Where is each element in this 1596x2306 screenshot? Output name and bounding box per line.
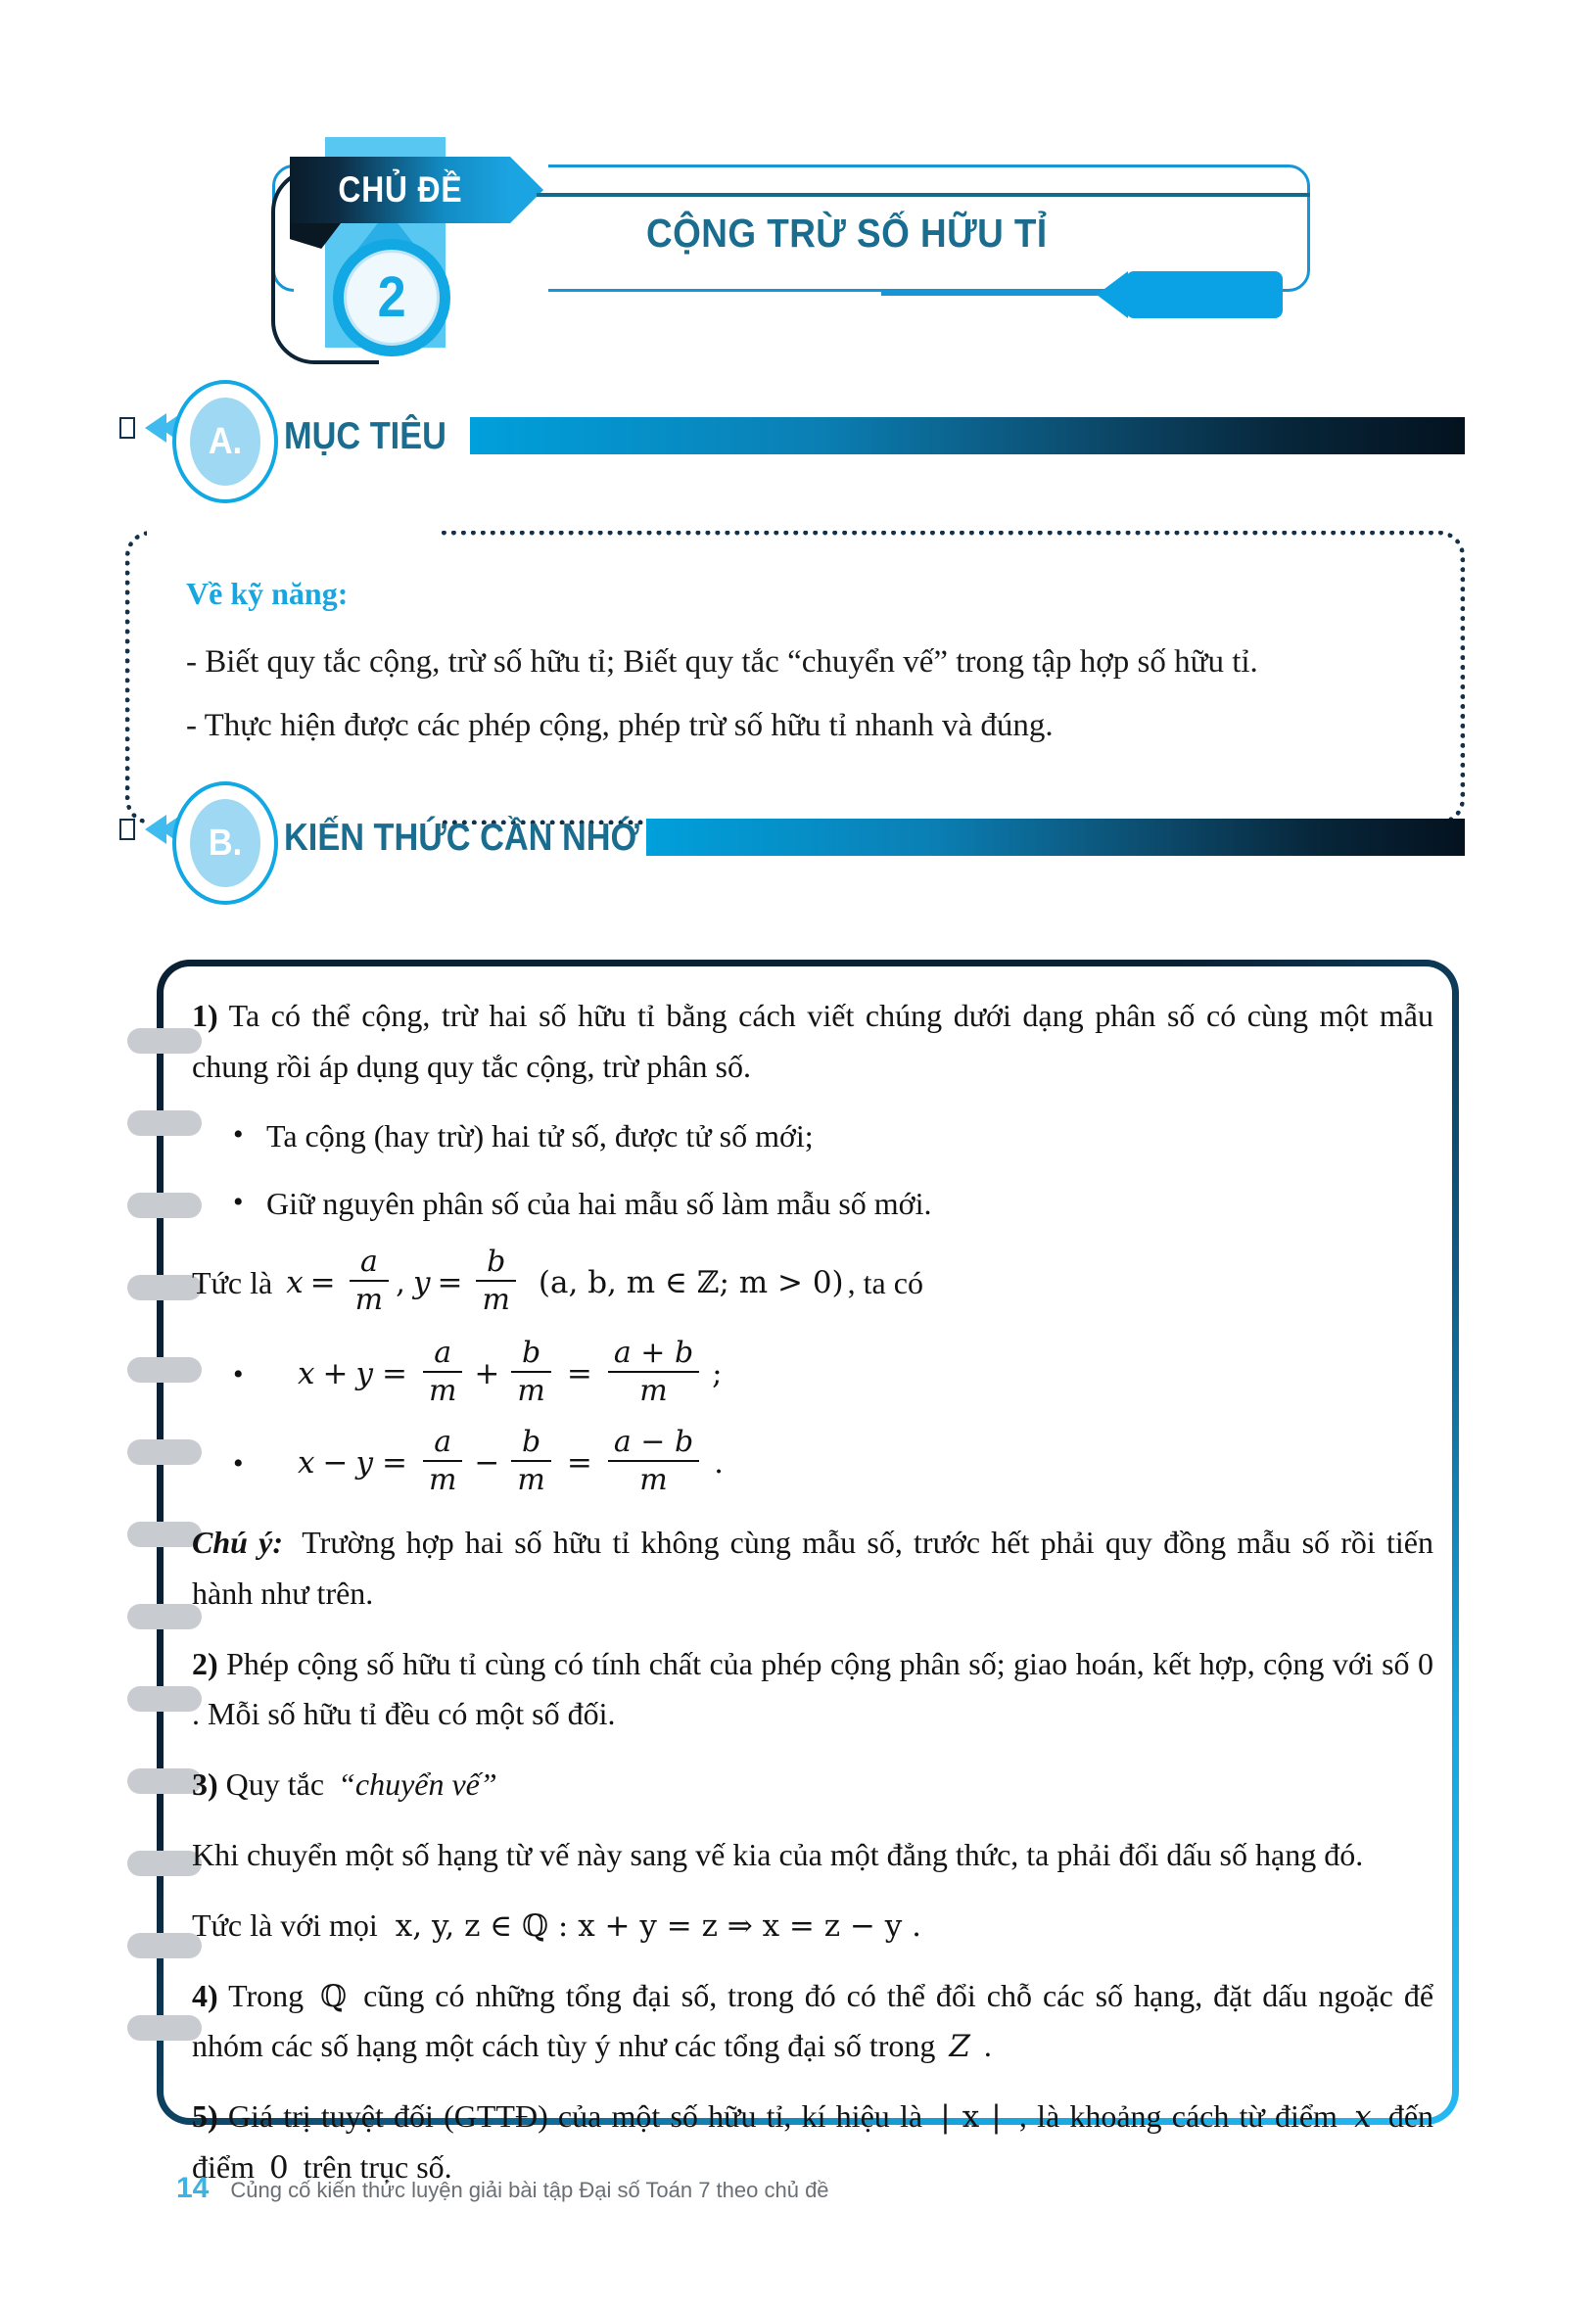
header-tab [1126, 271, 1283, 318]
formula-transpose: x, y, z ∈ ℚ : x + y = z ⇒ x = z − y . [395, 1907, 921, 1944]
header-tab-arrow-icon [1097, 271, 1128, 318]
binding-ring [127, 1439, 202, 1465]
fraction-a-over-m [423, 1424, 462, 1498]
section-b-title: KIẾN THỨC CẦN NHỚ [284, 817, 639, 859]
knowledge-bullet-1 [192, 1112, 1433, 1161]
section-b-letter: B. [208, 822, 243, 864]
item-5-text-d: trên trục số. [303, 2149, 452, 2186]
item-4-text-a: Trong [228, 1977, 305, 2013]
knowledge-bullet-2 [192, 1180, 1433, 1229]
item-5-text-c: đến điểm [192, 2098, 1434, 2186]
equals-sign-2: = [437, 1265, 463, 1301]
item-1-label: 1) [192, 998, 218, 1033]
formula-prefix: Tức là với mọi [192, 1906, 378, 1943]
bullet-dot-icon: • [233, 1357, 244, 1390]
bullet-1-text: Ta cộng (hay trừ) hai tử số, được tử số mới; [266, 1117, 814, 1153]
definition-condition: (a, b, m ∈ ℤ; m > 0) [538, 1265, 844, 1301]
chapter-number: 2 [377, 265, 406, 329]
fraction-bar [423, 1460, 462, 1462]
chapter-ribbon [290, 157, 510, 223]
section-b-header [0, 791, 1596, 889]
section-b-marker-icon [119, 819, 135, 840]
fraction-bar [423, 1371, 462, 1373]
equals-sign-2: = [566, 1445, 592, 1482]
item-4-label: 4) [192, 1977, 218, 2013]
equals-sign: = [381, 1356, 407, 1392]
section-b-letter-badge [172, 781, 278, 905]
bullet-dot-icon: • [233, 1446, 244, 1480]
equation-difference [298, 1424, 725, 1498]
section-a-bar [470, 417, 1465, 454]
section-b-letter-badge-inner [190, 799, 260, 887]
fraction-a-over-m [350, 1244, 389, 1318]
binding-ring [127, 1028, 202, 1054]
fraction-numerator: a [434, 1424, 452, 1459]
chapter-header [0, 0, 1596, 382]
equals-sign-2: = [566, 1356, 592, 1392]
set-symbol-q: ℚ [320, 1978, 348, 2014]
knowledge-bullet-sum [192, 1335, 1433, 1409]
minus-sign-2: − [474, 1445, 500, 1482]
fraction-denominator: m [428, 1463, 457, 1498]
item-2-label: 2) [192, 1645, 218, 1681]
equals-sign: = [309, 1265, 336, 1301]
fraction-bar [511, 1371, 550, 1373]
item-3-label: 3) [192, 1766, 218, 1803]
objectives-box-mask-top [147, 509, 441, 550]
fraction-denominator: m [428, 1374, 457, 1409]
item-5-text-a: Giá trị tuyệt đối (GTTĐ) của một số hữu tỉ, kí hiệu là [227, 2098, 923, 2135]
fraction-denominator: m [482, 1283, 510, 1318]
fraction-a-plus-b-over-m [608, 1335, 699, 1409]
knowledge-item-3 [192, 1760, 1433, 1811]
item-1-text: Ta có thể cộng, trừ hai số hữu tỉ bằng cách viết chúng dưới dạng phân số có cùng một mẫu chung rồi áp dụng quy tắc cộng, trừ phân số. [192, 998, 1434, 1084]
binding-ring [127, 1193, 202, 1218]
item-3-text: Quy tắc [225, 1766, 325, 1803]
item-5-text-b: , là khoảng cách từ điểm [1018, 2098, 1338, 2135]
var-y: y [355, 1445, 373, 1482]
fraction-a-minus-b-over-m [608, 1424, 699, 1498]
binding-ring [127, 1768, 202, 1794]
definition-line [192, 1244, 1433, 1318]
zero-value: 0 [268, 2150, 289, 2187]
fraction-numerator: b [522, 1424, 541, 1459]
definition-tail: , ta có [847, 1264, 923, 1300]
bullet-2-text: Giữ nguyên phân số của hai mẫu số làm mẫu số mới. [266, 1186, 932, 1222]
fraction-numerator: b [522, 1335, 541, 1370]
knowledge-item-3-formula [192, 1901, 1433, 1952]
plus-sign-2: + [474, 1356, 500, 1392]
knowledge-item-2 [192, 1639, 1433, 1741]
note-label: Chú ý: [192, 1524, 284, 1560]
binding-ring [127, 1604, 202, 1629]
objectives-heading: Về kỹ năng: [186, 576, 349, 611]
fraction-denominator: m [517, 1463, 545, 1498]
fraction-bar [608, 1371, 699, 1373]
binding-ring [127, 1275, 202, 1300]
item-4-end: . [983, 2028, 992, 2064]
period: . [714, 1445, 725, 1482]
knowledge-item-4 [192, 1971, 1433, 2073]
knowledge-content [192, 991, 1433, 2213]
bullet-dot-icon: • [233, 1186, 244, 1219]
equation-sum [298, 1335, 723, 1409]
item-3-quote: “chuyển vế” [338, 1766, 497, 1803]
fraction-numerator: a [434, 1335, 452, 1370]
bullet-dot-icon: • [233, 1117, 244, 1151]
item-2-text: Phép cộng số hữu tỉ cùng có tính chất của phép cộng phân số; giao hoán, kết hợp, cộng với số 0 . Mỗi số hữu tỉ đều có một số đối. [192, 1645, 1434, 1732]
var-x: x [298, 1445, 315, 1482]
chapter-ribbon-label: CHỦ ĐỀ [337, 169, 463, 210]
item-5-label: 5) [192, 2098, 218, 2135]
fraction-denominator: m [639, 1374, 668, 1409]
header-rule [537, 193, 1310, 197]
var-y: y [355, 1356, 373, 1392]
note-text: Trường hợp hai số hữu tỉ không cùng mẫu số, trước hết phải quy đồng mẫu số rồi tiến hành như trên. [192, 1524, 1434, 1611]
fraction-bar [476, 1280, 515, 1282]
binding-ring [127, 1522, 202, 1547]
absolute-value-symbol: | x | [940, 2099, 1002, 2136]
set-symbol-z: Z [949, 2029, 970, 2065]
var-y: y [412, 1265, 431, 1301]
knowledge-item-1 [192, 991, 1433, 1093]
knowledge-item-3-body: Khi chuyển một số hạng từ vế này sang vế kia của một đẳng thức, ta phải đổi dấu số hạng đó. [192, 1836, 1364, 1872]
fraction-numerator: a [359, 1244, 378, 1279]
chapter-number-badge [333, 239, 450, 356]
chapter-number-badge-inner [344, 250, 440, 346]
section-a-title: MỤC TIÊU [284, 415, 446, 457]
fraction-numerator: a + b [613, 1335, 694, 1370]
knowledge-note [192, 1518, 1433, 1620]
binding-ring [127, 1851, 202, 1876]
minus-sign: − [322, 1445, 349, 1482]
fraction-a-over-m [423, 1335, 462, 1409]
header-tab-rule [881, 292, 1102, 296]
comma-separator: , [396, 1265, 405, 1301]
fraction-b-over-m [511, 1424, 550, 1498]
binding-ring [127, 1933, 202, 1958]
footer-text: Củng cố kiến thức luyện giải bài tập Đại số Toán 7 theo chủ đề [230, 2178, 829, 2202]
section-b-bar [646, 819, 1465, 856]
equals-sign: = [381, 1445, 407, 1482]
item-4-text-b: cũng có những tổng đại số, trong đó có thể đổi chỗ các số hạng, đặt dấu ngoặc để nhóm các số hạng một cách tùy ý như các tổng đại số trong [192, 1977, 1434, 2064]
fraction-bar [350, 1280, 389, 1282]
plus-sign: + [322, 1356, 349, 1392]
section-a-header [0, 390, 1596, 488]
binding-ring [127, 1686, 202, 1712]
fraction-denominator: m [354, 1283, 384, 1318]
fraction-b-over-m [511, 1335, 550, 1409]
page-title: CỘNG TRỪ SỐ HỮU TỈ [646, 210, 1048, 256]
objective-line: - Biết quy tắc cộng, trừ số hữu tỉ; Biết quy tắc “chuyển vế” trong tập hợp số hữu tỉ. [186, 644, 1258, 680]
fraction-numerator: a − b [613, 1424, 694, 1459]
objectives-content [186, 576, 1420, 765]
var-x: x [286, 1265, 304, 1301]
binding-ring [127, 1110, 202, 1136]
page-footer [176, 2172, 829, 2205]
fraction-denominator: m [517, 1374, 545, 1409]
objective-line: - Thực hiện được các phép cộng, phép trừ số hữu tỉ nhanh và đúng. [186, 708, 1054, 744]
section-a-letter: A. [208, 420, 243, 462]
binding-ring [127, 1357, 202, 1383]
tuc-la-label: Tức là [192, 1264, 273, 1300]
fraction-b-over-m [476, 1244, 515, 1318]
var-x: x [298, 1356, 315, 1392]
binding-ring [127, 2015, 202, 2041]
semicolon: ; [712, 1356, 723, 1392]
var-x-inline: x [1354, 2099, 1372, 2136]
fraction-bar [608, 1460, 699, 1462]
section-a-marker-icon [119, 417, 135, 439]
fraction-numerator: b [487, 1244, 506, 1279]
section-a-letter-badge-inner [190, 398, 260, 486]
page-number: 14 [176, 2172, 210, 2204]
fraction-bar [511, 1460, 550, 1462]
section-a-letter-badge [172, 380, 278, 503]
knowledge-bullet-diff [192, 1424, 1433, 1498]
chapter-ribbon-point [510, 157, 543, 223]
fraction-denominator: m [639, 1463, 668, 1498]
